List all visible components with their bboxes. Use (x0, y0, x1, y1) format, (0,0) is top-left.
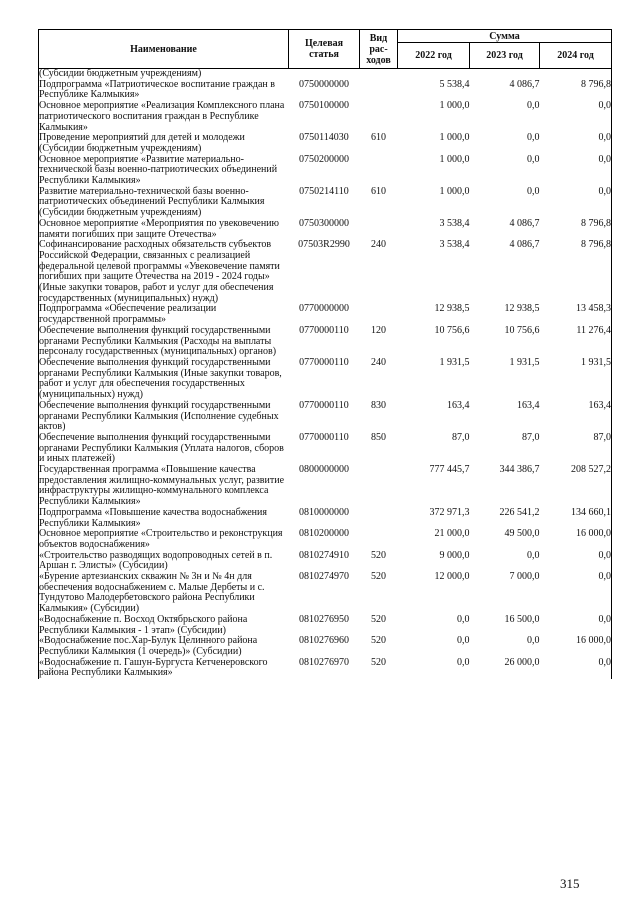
row-sum-2023: 10 756,6 (504, 324, 540, 336)
row-code: 0750200000 (299, 153, 349, 165)
row-sum-2022: 1 000,0 (439, 153, 470, 165)
row-sum-2024: 0,0 (540, 658, 612, 679)
table-row (39, 358, 612, 401)
row-sum-2024: 1 931,5 (540, 358, 612, 401)
row-sum-2022: 1 000,0 (439, 132, 470, 144)
row-sum-2024: 134 660,1 (540, 508, 612, 529)
row-name: Основное мероприятие «Развитие материально-технической базы военно-патриотических объединений Республики Калмыкия» (39, 155, 289, 187)
row-sum-2024: 0,0 (540, 155, 612, 187)
budget-table (38, 29, 612, 679)
row-sum-2023: 26 000,0 (504, 656, 540, 668)
row-sum-2024: 8 796,8 (540, 80, 612, 101)
row-sum-2024: 0,0 (540, 101, 612, 133)
row-vid: 610 (371, 185, 386, 197)
row-code: 0750114030 (299, 132, 349, 144)
row-sum-2024: 16 000,0 (540, 529, 612, 550)
row-sum-2023: 49 500,0 (504, 528, 540, 540)
row-sum-2022: 163,4 (447, 399, 470, 411)
table-row (39, 636, 612, 657)
row-sum-2023: 1 931,5 (509, 356, 540, 368)
row-vid: 520 (371, 656, 386, 668)
table-row (39, 465, 612, 508)
header-vid-line1: Вид (369, 32, 388, 44)
row-vid (360, 219, 398, 240)
row-name: Развитие материально-технической базы военно-патриотических объединений Республики Калмыкия (Субсидии бюджетным учреждениям) (39, 187, 289, 219)
row-vid (360, 80, 398, 101)
row-code: 0810200000 (299, 528, 349, 540)
row-sum-2023: 12 938,5 (504, 303, 540, 315)
row-vid (360, 465, 398, 508)
row-sum-2023: 0,0 (527, 153, 540, 165)
row-sum-2022: 1 931,5 (439, 356, 470, 368)
row-code: 0810274910 (299, 549, 349, 561)
row-sum-2024: 0,0 (540, 187, 612, 219)
header-vid (360, 30, 398, 69)
row-sum-2023: 7 000,0 (509, 571, 540, 583)
row-code: 0810000000 (299, 506, 349, 518)
row-sum-2024: 8 796,8 (540, 240, 612, 304)
row-code: 0770000110 (299, 356, 349, 368)
row-vid (360, 69, 398, 80)
row-vid: 520 (371, 549, 386, 561)
row-vid: 520 (371, 635, 386, 647)
row-code: 0770000000 (299, 303, 349, 315)
header-sum: Сумма (398, 30, 612, 43)
row-sum-2022: 0,0 (457, 613, 470, 625)
row-code: 0800000000 (299, 464, 349, 476)
row-vid (360, 529, 398, 550)
row-code: 0750214110 (299, 185, 349, 197)
row-name: Основное мероприятие «Мероприятия по увековечению памяти погибших при защите Отечества» (39, 219, 289, 240)
table-row (39, 572, 612, 615)
row-sum-2022: 3 538,4 (439, 239, 470, 251)
row-sum-2023: 0,0 (527, 100, 540, 112)
table-body (39, 69, 612, 680)
row-name: «Водоснабжение п. Восход Октябрьского района Республики Калмыкия - 1 этап» (Субсидии) (39, 615, 289, 636)
row-sum-2022: 5 538,4 (439, 78, 470, 90)
table-row (39, 133, 612, 154)
row-vid (360, 304, 398, 325)
table-row (39, 304, 612, 325)
row-sum-2024: 0,0 (540, 572, 612, 615)
page-number: 315 (560, 876, 580, 891)
row-name: Обеспечение выполнения функций государственными органами Республики Калмыкия (Иные закупки товаров, работ и услуг для обеспечения государственных (муниципальных) нужд) (39, 358, 289, 401)
table-row (39, 508, 612, 529)
row-code: 0750000000 (299, 78, 349, 90)
row-sum-2023: 4 086,7 (509, 78, 540, 90)
table-row (39, 219, 612, 240)
row-vid: 520 (371, 571, 386, 583)
row-code: 0810276970 (299, 656, 349, 668)
table-row (39, 187, 612, 219)
row-code: 0770000110 (299, 431, 349, 443)
header-year-2023: 2023 год (470, 43, 540, 69)
row-sum-2023: 0,0 (527, 132, 540, 144)
row-sum-2022: 0,0 (457, 635, 470, 647)
row-vid: 520 (371, 613, 386, 625)
row-name: Обеспечение выполнения функций государственными органами Республики Калмыкия (Уплата налогов, сборов и иных платежей) (39, 433, 289, 465)
row-name: «Бурение артезианских скважин № 3н и № 4н для обеспечения водоснабжением с. Малые Дербеты и с. Тундутово Малодербетовского района Республики Калмыкия» (Субсидии) (39, 572, 289, 615)
table-row (39, 80, 612, 101)
row-code: 07503R2990 (298, 239, 350, 251)
table-row (39, 240, 612, 304)
row-sum-2022: 10 756,6 (434, 324, 470, 336)
row-code: 0810276960 (299, 635, 349, 647)
row-sum-2022: 3 538,4 (439, 217, 470, 229)
row-sum-2023: 226 541,2 (499, 506, 540, 518)
table-row (39, 551, 612, 572)
row-name: Подпрограмма «Повышение качества водоснабжения Республики Калмыкия» (39, 508, 289, 529)
row-name: Государственная программа «Повышение качества предоставления жилищно-коммунальных услуг, развитие инфраструктуры жилищно-коммунального комплекса Республики Калмыкия» (39, 465, 289, 508)
row-sum-2023: 87,0 (522, 431, 540, 443)
table-header (39, 30, 612, 69)
row-name: Подпрограмма «Обеспечение реализации государственной программы» (39, 304, 289, 325)
row-sum-2022: 87,0 (452, 431, 470, 443)
header-year-2022: 2022 год (398, 43, 470, 69)
header-name: Наименование (39, 30, 289, 69)
header-year-2024: 2024 год (540, 43, 612, 69)
row-sum-2024: 163,4 (540, 401, 612, 433)
table-row (39, 401, 612, 433)
row-name: «Водоснабжение п. Гашун-Бургуста Кетченеровского района Республики Калмыкия» (39, 658, 289, 679)
row-vid (360, 508, 398, 529)
row-code: 0750300000 (299, 217, 349, 229)
row-code: 0750100000 (299, 100, 349, 112)
row-sum-2024: 8 796,8 (540, 219, 612, 240)
row-sum-2023: 4 086,7 (509, 217, 540, 229)
row-sum-2022: 12 938,5 (434, 303, 470, 315)
row-name: «Строительство разводящих водопроводных сетей в п. Аршан г. Элисты» (Субсидии) (39, 551, 289, 572)
row-sum-2024: 13 458,3 (540, 304, 612, 325)
row-name: Обеспечение выполнения функций государственными органами Республики Калмыкия (Исполнение судебных актов) (39, 401, 289, 433)
row-vid: 240 (371, 239, 386, 251)
row-vid (360, 101, 398, 133)
row-sum-2022: 12 000,0 (434, 571, 470, 583)
row-sum-2022: 372 971,3 (429, 506, 470, 518)
row-sum-2022: 1 000,0 (439, 100, 470, 112)
row-code: 0770000110 (299, 399, 349, 411)
row-sum-2023: 344 386,7 (499, 464, 540, 476)
row-name: Основное мероприятие «Строительство и реконструкция объектов водоснабжения» (39, 529, 289, 550)
row-name: Обеспечение выполнения функций государственными органами Республики Калмыкия (Расходы на выплаты персоналу государственных (муниципальных) органов) (39, 326, 289, 358)
table-row (39, 326, 612, 358)
table-row (39, 615, 612, 636)
row-name: Основное мероприятие «Реализация Комплексного плана патриотического воспитания граждан в Республике Калмыкия» (39, 101, 289, 133)
header-vid-line3: ходов (366, 54, 391, 66)
table-row (39, 433, 612, 465)
row-sum-2023: 163,4 (517, 399, 540, 411)
row-sum-2024: 16 000,0 (540, 636, 612, 657)
row-sum-2024: 87,0 (540, 433, 612, 465)
row-sum-2024: 0,0 (540, 551, 612, 572)
row-name: «Водоснабжение пос.Хар-Булук Целинного района Республики Калмыкия (1 очередь)» (Субсидии) (39, 636, 289, 657)
table-row (39, 658, 612, 679)
row-vid: 240 (371, 356, 386, 368)
row-sum-2023: 0,0 (527, 185, 540, 197)
row-sum-2024: 0,0 (540, 615, 612, 636)
row-sum-2022: 21 000,0 (434, 528, 470, 540)
row-name: Софинансирование расходных обязательств субъектов Российской Федерации, связанных с реализацией федеральной целевой программы «Увековечение памяти погибших при защите Отечества на 2019 - 2024 годы» (Иные закупки товаров, работ и услуг для обеспечения государственных (муниципальных) нужд) (39, 240, 289, 304)
row-name: (Субсидии бюджетным учреждениям) (39, 69, 289, 80)
row-sum-2022: 1 000,0 (439, 185, 470, 197)
row-sum-2024: 11 276,4 (540, 326, 612, 358)
row-code: 0810274970 (299, 571, 349, 583)
table-row (39, 155, 612, 187)
row-sum-2024: 0,0 (540, 133, 612, 154)
row-vid: 830 (371, 399, 386, 411)
row-vid (360, 155, 398, 187)
table-row (39, 101, 612, 133)
row-name: Подпрограмма «Патриотическое воспитание граждан в Республике Калмыкия» (39, 80, 289, 101)
row-name: Проведение мероприятий для детей и молодежи (Субсидии бюджетным учреждениям) (39, 133, 289, 154)
row-code: 0770000110 (299, 324, 349, 336)
row-sum-2023: 16 500,0 (504, 613, 540, 625)
row-sum-2023: 0,0 (527, 549, 540, 561)
table-row (39, 529, 612, 550)
row-sum-2022: 9 000,0 (439, 549, 470, 561)
row-sum-2023: 0,0 (527, 635, 540, 647)
row-sum-2024: 208 527,2 (540, 465, 612, 508)
row-sum-2022: 0,0 (457, 656, 470, 668)
row-vid: 120 (371, 324, 386, 336)
row-sum-2022: 777 445,7 (429, 464, 470, 476)
row-sum-2023: 4 086,7 (509, 239, 540, 251)
header-code: Целевая статья (289, 30, 360, 69)
header-vid-line2: рас- (369, 43, 388, 55)
row-code: 0810276950 (299, 613, 349, 625)
row-vid: 610 (371, 132, 386, 144)
row-vid: 850 (371, 431, 386, 443)
